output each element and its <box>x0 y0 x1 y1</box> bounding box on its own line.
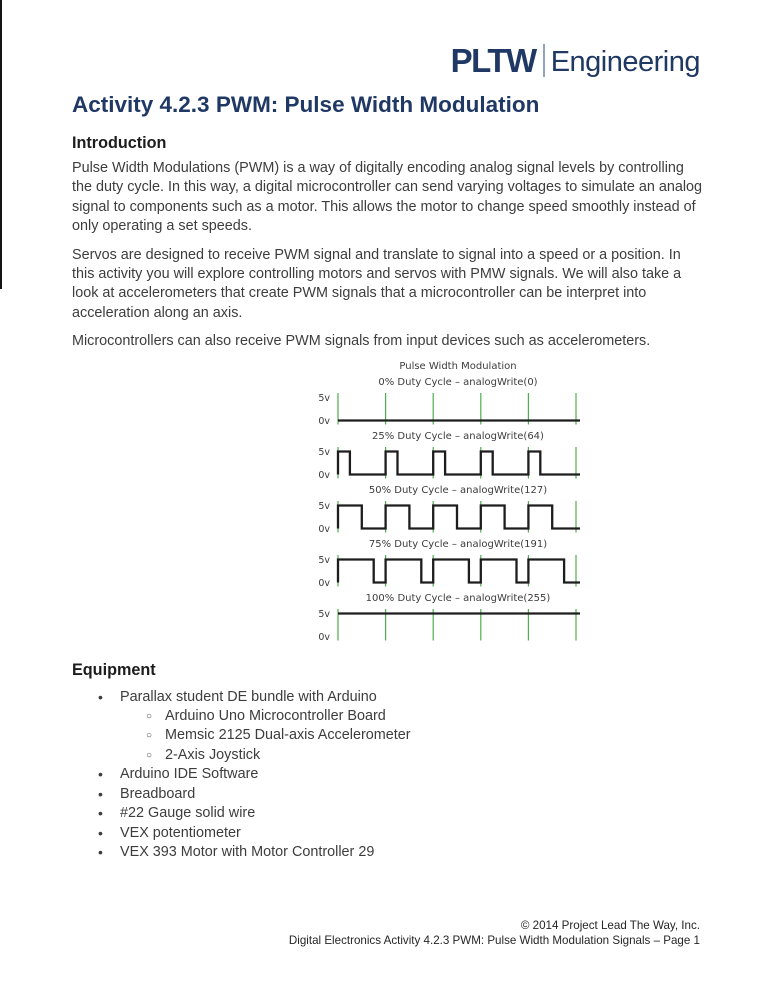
pwm-trace <box>338 451 580 474</box>
y-axis-label: 0v <box>318 469 330 481</box>
list-item-label: Parallax student DE bundle with Arduino <box>120 688 377 705</box>
pwm-figure <box>312 361 592 645</box>
y-axis-label: 0v <box>318 577 330 589</box>
introduction-paragraphs <box>72 159 704 352</box>
waveform-chart <box>312 389 584 429</box>
paragraph: Servos are designed to receive PWM signal and translate to signal into a speed or a position. In this activity you will explore controlling motors and servos with PMW signals. We will also take a look at accelerometers that create PWM signals that a microcontroller can be interpret into acceleration along an axis. <box>72 246 682 321</box>
y-axis-label: 5v <box>318 392 330 404</box>
pwm-trace <box>338 559 580 582</box>
list-item-label: Arduino Uno Microcontroller Board <box>165 708 386 725</box>
y-axis-label: 5v <box>318 446 330 458</box>
list-item <box>72 726 704 745</box>
y-axis-label: 0v <box>318 523 330 535</box>
pwm-trace <box>338 505 580 528</box>
list-item <box>72 707 704 726</box>
list-item-label: Memsic 2125 Dual-axis Accelerometer <box>165 727 411 744</box>
bullet-icon: • <box>98 766 103 783</box>
list-item-label: 2-Axis Joystick <box>165 746 261 763</box>
list-item <box>72 765 704 784</box>
waveform-chart <box>312 551 584 591</box>
bullet-icon: • <box>98 843 103 860</box>
waveform-label: 50% Duty Cycle – analogWrite(127) <box>368 484 548 496</box>
y-axis-label: 0v <box>318 631 330 643</box>
section-equipment <box>72 661 704 863</box>
waveform-panels <box>312 377 592 645</box>
y-axis-label: 5v <box>318 500 330 512</box>
y-axis-label: 5v <box>318 608 330 620</box>
waveform-label: 75% Duty Cycle – analogWrite(191) <box>368 538 548 550</box>
equipment-list <box>72 688 704 863</box>
list-item <box>72 843 704 862</box>
waveform-chart <box>312 443 584 483</box>
list-item-label: VEX 393 Motor with Motor Controller 29 <box>120 843 375 860</box>
waveform-chart <box>312 497 584 537</box>
logo-divider <box>543 44 545 77</box>
list-item <box>72 746 704 765</box>
list-item <box>72 824 704 843</box>
figure-title: Pulse Width Modulation <box>399 360 517 372</box>
page-edge-line <box>0 0 2 289</box>
waveform-label: 100% Duty Cycle – analogWrite(255) <box>365 592 551 604</box>
y-axis-label: 5v <box>318 554 330 566</box>
pltw-logo <box>451 44 700 77</box>
copyright-line: © 2014 Project Lead The Way, Inc. <box>520 919 700 932</box>
document-footer-line: Digital Electronics Activity 4.2.3 PWM: Pulse Width Modulation Signals – Page 1 <box>288 933 700 947</box>
paragraph: Pulse Width Modulations (PWM) is a way of digitally encoding analog signal levels by controlling the duty cycle. In this way, a digital microcontroller can send varying voltages to simulate an analog signal to components such as a motor. This allows the motor to change speed smoothly instead of only operating a set speeds. <box>72 160 703 235</box>
paragraph: Microcontrollers can also receive PWM signals from input devices such as accelerometers. <box>72 333 651 350</box>
logo-brand-text: PLTW <box>450 42 536 79</box>
bullet-icon: • <box>98 824 103 841</box>
section-introduction <box>72 134 704 352</box>
circle-icon: ○ <box>146 749 153 761</box>
page-footer <box>289 919 700 948</box>
y-axis-label: 0v <box>318 415 330 427</box>
bullet-icon: • <box>98 688 103 705</box>
logo-division-text: Engineering <box>550 45 700 78</box>
waveform-chart <box>312 605 584 645</box>
bullet-icon: • <box>98 785 103 802</box>
waveform-label: 25% Duty Cycle – analogWrite(64) <box>372 430 544 442</box>
page-header <box>0 0 768 77</box>
list-item-label: Breadboard <box>120 785 196 802</box>
page-title: Activity 4.2.3 PWM: Pulse Width Modulation <box>72 92 540 117</box>
list-item-label: #22 Gauge solid wire <box>120 805 256 822</box>
list-item-label: VEX potentiometer <box>120 824 241 841</box>
circle-icon: ○ <box>146 711 153 723</box>
list-item <box>72 688 704 707</box>
equipment-heading: Equipment <box>72 660 156 679</box>
waveform-label: 0% Duty Cycle – analogWrite(0) <box>378 376 538 388</box>
document-content <box>72 92 704 862</box>
list-item-label: Arduino IDE Software <box>120 766 259 783</box>
circle-icon: ○ <box>146 730 153 742</box>
list-item <box>72 804 704 823</box>
introduction-heading: Introduction <box>72 134 167 152</box>
bullet-icon: • <box>98 805 103 822</box>
list-item <box>72 785 704 804</box>
